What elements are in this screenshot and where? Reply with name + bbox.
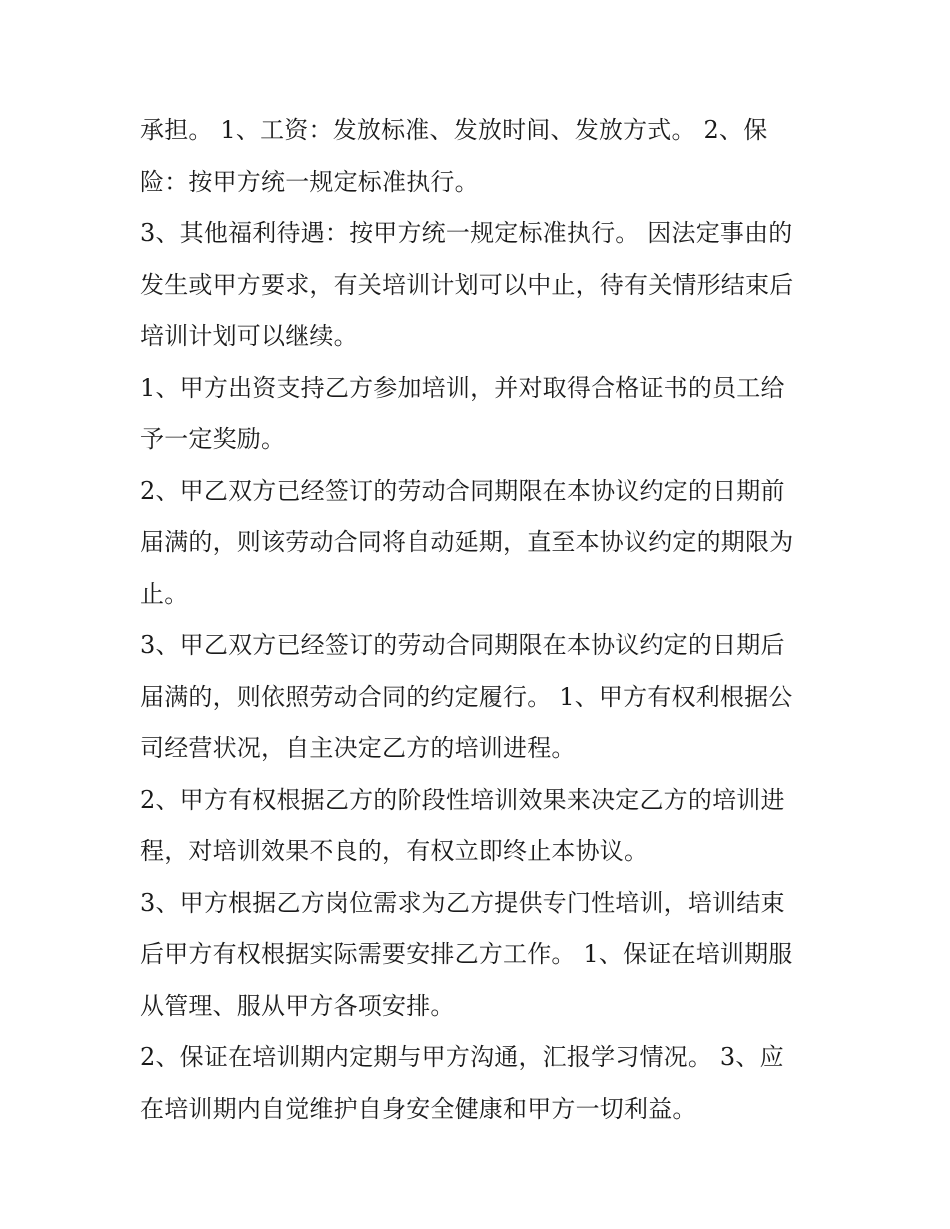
document-body — [140, 105, 815, 1135]
text-line: 3、甲乙双方已经签订的劳动合同期限在本协议约定的日期后 — [140, 631, 785, 659]
text-line: 从管理、服从甲方各项安排。 — [140, 991, 455, 1020]
text-line: 予一定奖励。 — [140, 425, 286, 453]
text-line: 届满的，则依照劳动合同的约定履行。 1、甲方有权利根据公 — [140, 682, 793, 711]
text-line: 2、保证在培训期内定期与甲方沟通，汇报学习情况。 3、应 — [140, 1043, 784, 1071]
text-line: 3、甲方根据乙方岗位需求为乙方提供专门性培训，培训结束 — [140, 888, 785, 917]
text-line: 在培训期内自觉维护自身安全健康和甲方一切利益。 — [140, 1094, 697, 1123]
text-line: 2、甲乙双方已经签订的劳动合同期限在本协议约定的日期前 — [140, 476, 785, 505]
text-line: 2、甲方有权根据乙方的阶段性培训效果来决定乙方的培训进 — [140, 785, 785, 814]
text-line: 1、甲方出资支持乙方参加培训，并对取得合格证书的员工给 — [140, 373, 785, 402]
text-line: 险：按甲方统一规定标准执行。 — [140, 167, 479, 196]
text-line: 承担。 1、工资：发放标准、发放时间、发放方式。 2、保 — [140, 116, 768, 144]
text-line: 司经营状况，自主决定乙方的培训进程。 — [140, 734, 576, 762]
text-line: 3、其他福利待遇：按甲方统一规定标准执行。 因法定事由的 — [140, 219, 793, 247]
text-line: 培训计划可以继续。 — [140, 322, 358, 350]
text-line: 届满的，则该劳动合同将自动延期，直至本协议约定的期限为 — [140, 528, 794, 556]
text-line: 后甲方有权根据实际需要安排乙方工作。 1、保证在培训期服 — [140, 940, 793, 968]
text-line: 止。 — [140, 579, 189, 608]
text-line: 发生或甲方要求，有关培训计划可以中止，待有关情形结束后 — [140, 270, 794, 299]
text-line: 程，对培训效果不良的，有权立即终止本协议。 — [140, 837, 649, 865]
